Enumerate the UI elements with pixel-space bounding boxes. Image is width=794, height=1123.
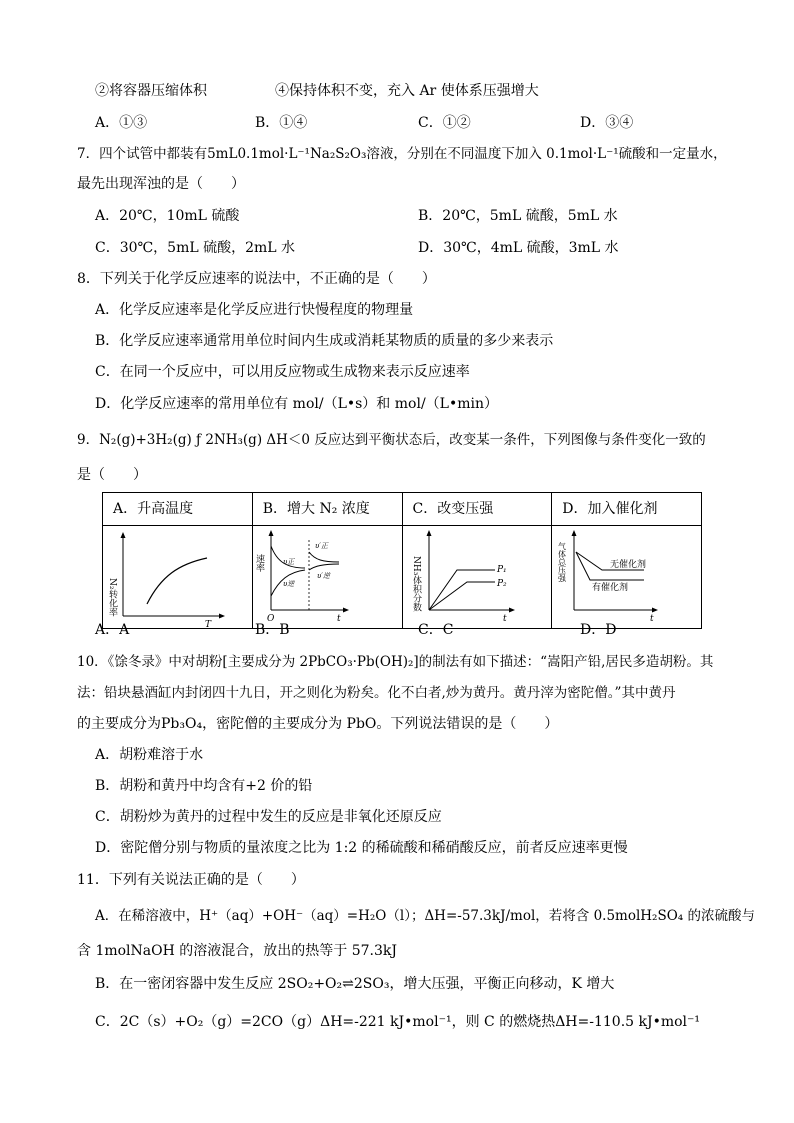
q11-option-a-line2: 含 1molNaOH 的溶液混合，放出的热等于 57.3kJ — [77, 943, 397, 959]
q9-graph-c-xlabel: t — [502, 614, 507, 624]
q9-graph-b-v2-forward — [309, 552, 339, 562]
q7-option-d[interactable]: D．30℃，4mL 硫酸，3mL 水 — [418, 240, 619, 256]
q9-graph-b-xlabel: t — [336, 614, 341, 624]
q9-graph-a — [103, 526, 252, 628]
q9-graph-b-label-vf: υ正 — [282, 558, 295, 566]
q10-option-b[interactable]: B．胡粉和黄丹中均含有+2 价的铅 — [95, 778, 313, 794]
q8-stem: 8．下列关于化学反应速率的说法中，不正确的是（ ） — [77, 271, 436, 287]
q6-option-b[interactable]: B．①④ — [255, 115, 308, 131]
q9-graph-b-label-v2r: υ′逆 — [316, 572, 330, 580]
q9-option-d[interactable]: D．D — [580, 622, 617, 638]
q9-header-c: C．改变压强 — [402, 493, 552, 526]
q9-stem-line1: 9．N₂(g)+3H₂(g) ƒ 2NH₃(g) ΔH＜0 反应达到平衡状态后，改变某一条件，下列图像与条件变化一致的 — [77, 432, 706, 448]
q9-graph-b-label-v2f: υ′正 — [314, 542, 328, 550]
q6-condition-4: ④保持体积不变，充入 Ar 使体系压强增大 — [275, 83, 539, 99]
q6-option-c[interactable]: C．①② — [418, 115, 471, 131]
q9-graph-a-ylabel: N₂转化率 — [107, 578, 117, 617]
q7-stem-line2: 最先出现浑浊的是（ ） — [77, 176, 245, 192]
q10-option-c[interactable]: C．胡粉炒为黄丹的过程中发生的反应是非氧化还原反应 — [95, 809, 442, 825]
q11-option-c[interactable]: C．2C（s）+O₂（g）=2CO（g）ΔH=-221 kJ•mol⁻¹，则 C 的燃烧热ΔH=-110.5 kJ•mol⁻¹ — [95, 1014, 701, 1030]
q9-graph-b-ylabel: 速率 — [253, 554, 264, 572]
q9-header-a: A．升高温度 — [103, 493, 253, 526]
q9-graph-c-cell — [402, 526, 552, 629]
q9-graph-c — [403, 526, 552, 628]
q11-stem: 11．下列有关说法正确的是（ ） — [77, 872, 305, 888]
q9-graph-b-cell — [252, 526, 402, 629]
q9-header-d: D．加入催化剂 — [552, 493, 702, 526]
q9-option-b[interactable]: B．B — [255, 622, 290, 638]
q10-stem-line3: 的主要成分为Pb₃O₄，密陀僧的主要成分为 PbO。下列说法错误的是（ ） — [77, 716, 559, 732]
q9-graph-c-label-p1: P₁ — [496, 565, 507, 575]
q9-option-c[interactable]: C．C — [418, 622, 454, 638]
q10-option-a[interactable]: A．胡粉难溶于水 — [95, 747, 204, 763]
q7-stem-line1: 7．四个试管中都装有5mL0.1mol·L⁻¹Na₂S₂O₃溶液，分别在不同温度下加入 0.1mol·L⁻¹硫酸和一定量水， — [77, 146, 727, 162]
q9-graph-c-p1-line — [429, 570, 495, 610]
q9-graph-d-ylabel: 气体总压强 — [557, 542, 567, 582]
q8-option-c[interactable]: C．在同一个反应中，可以用反应物或生成物来表示反应速率 — [95, 364, 470, 380]
q10-option-d[interactable]: D．密陀僧分别与物质的量浓度之比为 1:2 的稀硫酸和稀硝酸反应，前者反应速率更慢 — [95, 840, 628, 856]
q9-graph-table — [102, 492, 702, 629]
q8-option-a[interactable]: A．化学反应速率是化学反应进行快慢程度的物理量 — [95, 302, 414, 318]
q9-graph-d-xlabel: t — [650, 614, 654, 624]
q11-option-a-line1[interactable]: A．在稀溶液中，H⁺（aq）+OH⁻（aq）=H₂O（l）；ΔH=-57.3kJ/mol，若将含 0.5molH₂SO₄ 的浓硫酸与 — [95, 908, 755, 924]
q9-header-b: B．增大 N₂ 浓度 — [252, 493, 402, 526]
q7-option-a[interactable]: A．20℃，10mL 硫酸 — [95, 208, 240, 224]
q9-graph-b-label-vr: υ逆 — [282, 580, 295, 588]
q9-graph-d-label-cat: 有催化剂 — [592, 583, 629, 593]
q9-option-a[interactable]: A．A — [95, 622, 130, 638]
q9-graph-d — [552, 526, 701, 628]
q9-graph-a-cell — [103, 526, 253, 629]
q9-graph-d-label-nocat: 无催化剂 — [610, 560, 647, 570]
q9-graph-b-v2-reverse — [309, 564, 339, 570]
q6-option-a[interactable]: A．①③ — [95, 115, 148, 131]
q7-option-b[interactable]: B．20℃，5mL 硫酸，5mL 水 — [418, 208, 618, 224]
q6-option-d[interactable]: D．③④ — [580, 115, 634, 131]
q10-stem-line2: 法：铅块悬酒缸内封闭四十九日，开之则化为粉矣。化不白者,炒为黄丹。黄丹滓为密陀僧。”其中黄丹 — [77, 685, 676, 701]
q9-graph-b-origin: O — [266, 614, 275, 624]
q8-option-d[interactable]: D．化学反应速率的常用单位有 mol/（L•s）和 mol/（L•min） — [95, 396, 498, 412]
q9-graph-a-curve — [147, 558, 207, 604]
q10-stem-line1: 10．《馀冬录》中对胡粉[主要成分为 2PbCO₃·Pb(OH)₂]的制法有如下描述：“嵩阳产铅,居民多造胡粉。其 — [77, 654, 714, 670]
q7-option-c[interactable]: C．30℃，5mL 硫酸，2mL 水 — [95, 240, 296, 256]
q9-graph-c-ylabel: NH₃体积分数 — [410, 556, 421, 612]
q9-graph-c-label-p2: P₂ — [496, 579, 507, 589]
q8-option-b[interactable]: B．化学反应速率通常用单位时间内生成或消耗某物质的质量的多少来表示 — [95, 333, 554, 349]
q6-condition-2: ②将容器压缩体积 — [95, 83, 207, 99]
q9-graph-b — [253, 526, 402, 628]
q9-stem-line2: 是（ ） — [77, 467, 147, 483]
q11-option-b[interactable]: B．在一密闭容器中发生反应 2SO₂+O₂⇌2SO₃，增大压强，平衡正向移动，K 增大 — [95, 976, 615, 992]
q9-graph-a-xlabel: T — [205, 620, 212, 628]
q9-graph-d-cell — [552, 526, 702, 629]
